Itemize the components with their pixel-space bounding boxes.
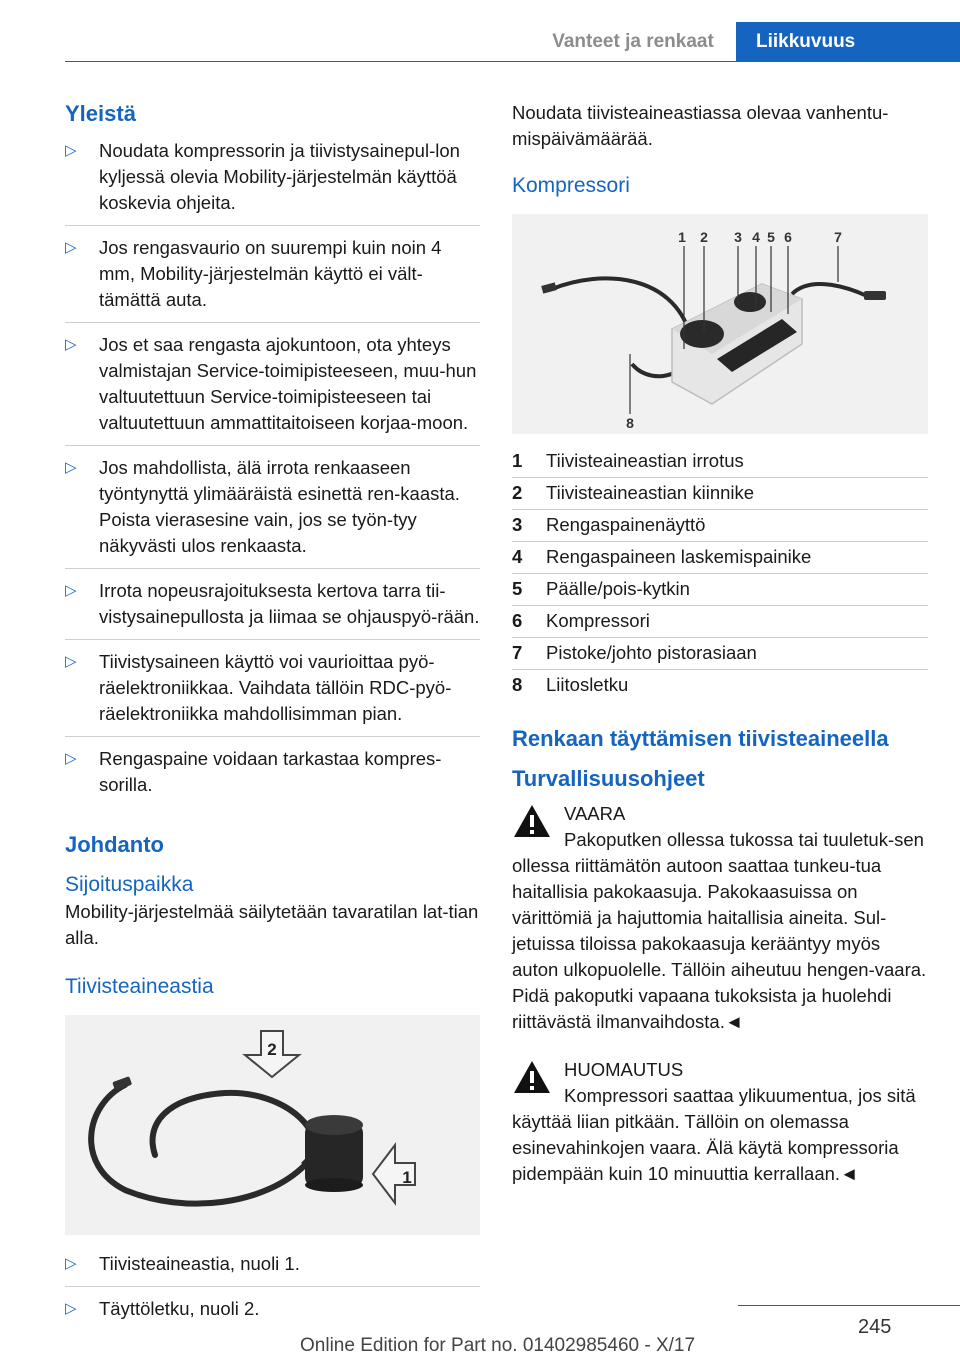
header-rule <box>65 61 960 62</box>
list-item: ▷ Noudata kompressorin ja tiivistysainepul-lon kyljessä olevia Mobility-järjestelmän käyttöä koskevia ohjeita. <box>65 138 480 226</box>
figure-label-6: 6 <box>784 229 792 245</box>
expiry-text: Noudata tiivisteaineastiassa olevaa vanhentu-mispäivämäärää. <box>512 102 889 149</box>
warning-triangle-icon <box>512 1059 552 1095</box>
footer-rule <box>738 1305 960 1306</box>
list-item: 3 Rengaspainenäyttö <box>512 510 928 542</box>
list-item: ▷ Jos mahdollista, älä irrota renkaaseen työntynyttä ylimääräistä esinettä ren-kaasta. Poista vierasesine vain, jos se työn-tyy näkyvästi ulos renkaasta. <box>65 455 480 569</box>
triangle-bullet-icon: ▷ <box>65 1300 77 1317</box>
list-item: 4 Rengaspaineen laskemispainike <box>512 542 928 574</box>
figure-label-8: 8 <box>626 415 634 431</box>
right-column <box>512 100 928 1187</box>
triangle-bullet-icon: ▷ <box>65 653 77 670</box>
triangle-bullet-icon: ▷ <box>65 1255 77 1272</box>
figure-label-5: 5 <box>767 229 775 245</box>
notice-title: HUOMAUTUS <box>564 1059 684 1080</box>
list-item: ▷ Tiivisteaineastia, nuoli 1. <box>65 1251 480 1287</box>
list-item: ▷ Jos rengasvaurio on suurempi kuin noin 4 mm, Mobility-järjestelmän käyttö ei vält-tämättä auta. <box>65 235 480 323</box>
compressor-heading: Kompressori <box>512 174 630 197</box>
triangle-bullet-icon: ▷ <box>65 336 77 353</box>
location-heading: Sijoituspaikka <box>65 873 194 896</box>
figure-label-7: 7 <box>834 229 842 245</box>
intro-heading: Johdanto <box>65 832 164 857</box>
triangle-bullet-icon: ▷ <box>65 750 77 767</box>
figure-label-4: 4 <box>752 229 760 245</box>
page-header <box>0 0 960 62</box>
danger-warning <box>512 801 928 1035</box>
safety-heading: Turvallisuusohjeet <box>512 766 705 791</box>
left-column <box>65 100 480 1340</box>
location-text: Mobility-järjestelmää säilytetään tavaratilan lat-tian alla. <box>65 901 479 948</box>
list-item: 6 Kompressori <box>512 606 928 638</box>
container-heading: Tiivisteaineastia <box>65 975 214 998</box>
section-tab[interactable]: Vanteet ja renkaat <box>552 31 714 52</box>
list-item: ▷ Tiivistysaineen käyttö voi vaurioittaa pyö-räelektroniikkaa. Vaihdata tällöin RDC-pyö-räelektroniikka mahdollisimman pian. <box>65 649 480 737</box>
list-item: ▷ Jos et saa rengasta ajokuntoon, ota yhteys valmistajan Service-toimipisteeseen, muu-hun valtuutettuun Service-toimipisteeseen tai valtuutettuun ammattitaitoiseen korjaa-moon. <box>65 332 480 446</box>
triangle-bullet-icon: ▷ <box>65 582 77 599</box>
figure-label-3: 3 <box>734 229 742 245</box>
triangle-bullet-icon: ▷ <box>65 239 77 256</box>
fill-heading: Renkaan täyttämisen tiivisteaineella <box>512 726 889 751</box>
figure-label-2: 2 <box>267 1040 277 1059</box>
figure-label-1: 1 <box>402 1168 412 1187</box>
list-item: 2 Tiivisteaineastian kiinnike <box>512 478 928 510</box>
list-item: 5 Päälle/pois-kytkin <box>512 574 928 606</box>
sealant-container-illustration <box>65 1015 480 1235</box>
warning-text: Pakoputken ollessa tukossa tai tuuletuk-sen ollessa riittämätön autoon saattaa tunkeu-tua haitallisia pakokaasuja. Pakokaasuissa on värittömiä ja hajuttomia haitallisia aineita. Sul-jetuissa tiloissa pakokaasuja kerääntyy myös auton ulkopuolelle. Tällöin aiheutuu hengen-vaara. Pidä pakoputki vapaana tukoksista ja huolehdi riittävästä ilmanvaihdosta.◄ <box>512 829 927 1032</box>
figure-label-1: 1 <box>678 229 686 245</box>
container-list <box>65 1251 480 1331</box>
list-item: ▷ Irrota nopeusrajoituksesta kertova tarra tii-vistysainepullosta ja liimaa se ohjauspyö-rään. <box>65 578 480 640</box>
edition-note: Online Edition for Part no. 01402985460 - X/17 <box>300 1335 696 1356</box>
general-heading: Yleistä <box>65 101 136 126</box>
page-number: 245 <box>858 1316 892 1338</box>
general-list <box>65 138 480 807</box>
notice-warning <box>512 1057 928 1187</box>
compressor-illustration <box>512 214 928 434</box>
warning-triangle-icon <box>512 803 552 839</box>
compressor-parts-list <box>512 446 928 701</box>
list-item: 7 Pistoke/johto pistorasiaan <box>512 638 928 670</box>
figure-label-2: 2 <box>700 229 708 245</box>
list-item: 1 Tiivisteaineastian irrotus <box>512 446 928 478</box>
warning-title: VAARA <box>564 803 626 824</box>
list-item: ▷ Rengaspaine voidaan tarkastaa kompres-sorilla. <box>65 748 442 795</box>
compressor-figure <box>512 214 928 434</box>
triangle-bullet-icon: ▷ <box>65 142 77 159</box>
triangle-bullet-icon: ▷ <box>65 459 77 476</box>
list-item: ▷ Täyttöletku, nuoli 2. <box>65 1296 480 1331</box>
sealant-container-figure <box>65 1015 480 1235</box>
notice-text: Kompressori saattaa ylikuumentua, jos sitä käyttää liian pitkään. Tällöin on olemassa esinevahinkojen vaara. Älä käytä kompressoria pidempään kuin 10 minuuttia kerrallaan.◄ <box>512 1085 916 1184</box>
chapter-tab[interactable]: Liikkuvuus <box>736 22 960 62</box>
list-item: 8 Liitosletku <box>512 674 629 695</box>
